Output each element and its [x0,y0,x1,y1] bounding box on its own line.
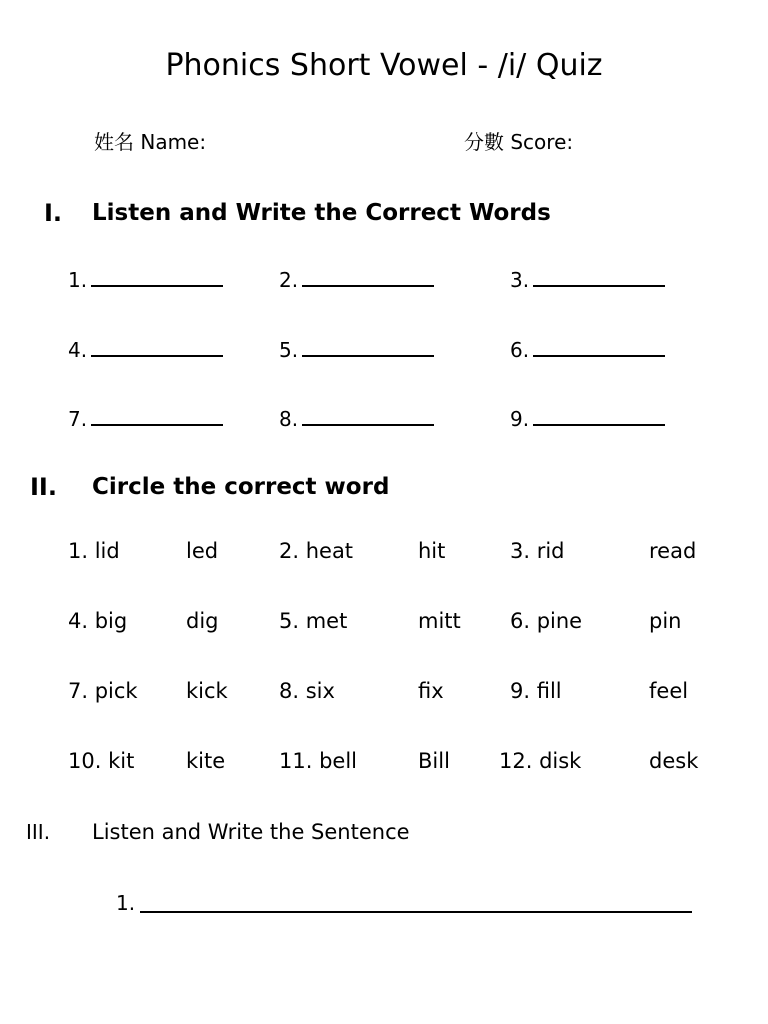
answer-line[interactable] [533,404,665,426]
section-3-number: III. [26,820,51,844]
word-choice[interactable]: fix [418,679,444,703]
word-choice[interactable]: 1. lid [68,539,120,563]
section-1-title: Listen and Write the Correct Words [92,200,551,226]
answer-line[interactable] [302,265,434,287]
word-choice[interactable]: dig [186,609,219,633]
word-choice[interactable]: desk [649,749,699,773]
word-choice[interactable]: 8. six [279,679,335,703]
blank-item[interactable]: 6. [510,335,665,364]
blank-item[interactable]: 1. [68,265,223,294]
blank-item[interactable]: 8. [279,404,434,433]
word-choice[interactable]: kick [186,679,228,703]
word-choice[interactable]: hit [418,539,446,563]
word-choice[interactable]: 3. rid [510,539,565,563]
blank-item[interactable]: 9. [510,404,665,433]
word-choice[interactable]: led [186,539,219,563]
section-1-number: I. [44,199,63,227]
answer-line[interactable] [302,335,434,357]
answer-line[interactable] [302,404,434,426]
word-choice[interactable]: 10. kit [68,749,135,773]
answer-line[interactable] [91,265,223,287]
word-choice[interactable]: feel [649,679,689,703]
blank-item[interactable]: 2. [279,265,434,294]
word-choice[interactable]: kite [186,749,226,773]
word-choice[interactable]: Bill [418,749,450,773]
page-title: Phonics Short Vowel - /i/ Quiz [165,48,603,83]
sentence-answer-line[interactable] [140,911,692,913]
blank-item[interactable]: 3. [510,265,665,294]
word-choice[interactable]: 12. disk [499,749,582,773]
answer-line[interactable] [91,404,223,426]
answer-line[interactable] [533,265,665,287]
word-choice[interactable]: 6. pine [510,609,583,633]
blank-item[interactable]: 7. [68,404,223,433]
answer-line[interactable] [91,335,223,357]
name-label: 姓名 Name: [94,130,207,154]
word-choice[interactable]: 5. met [279,609,348,633]
word-choice[interactable]: 11. bell [279,749,357,773]
word-choice[interactable]: pin [649,609,682,633]
word-choice[interactable]: read [649,539,697,563]
word-choice[interactable]: 7. pick [68,679,138,703]
section-2-number: II. [30,473,57,501]
sentence-number: 1. [116,891,136,915]
section-3-title: Listen and Write the Sentence [92,820,410,844]
blank-item[interactable]: 4. [68,335,223,364]
score-label: 分數 Score: [464,130,574,154]
word-choice[interactable]: 9. fill [510,679,562,703]
word-choice[interactable]: 4. big [68,609,128,633]
word-choice[interactable]: mitt [418,609,461,633]
answer-line[interactable] [533,335,665,357]
section-2-title: Circle the correct word [92,474,390,500]
word-choice[interactable]: 2. heat [279,539,354,563]
blank-item[interactable]: 5. [279,335,434,364]
